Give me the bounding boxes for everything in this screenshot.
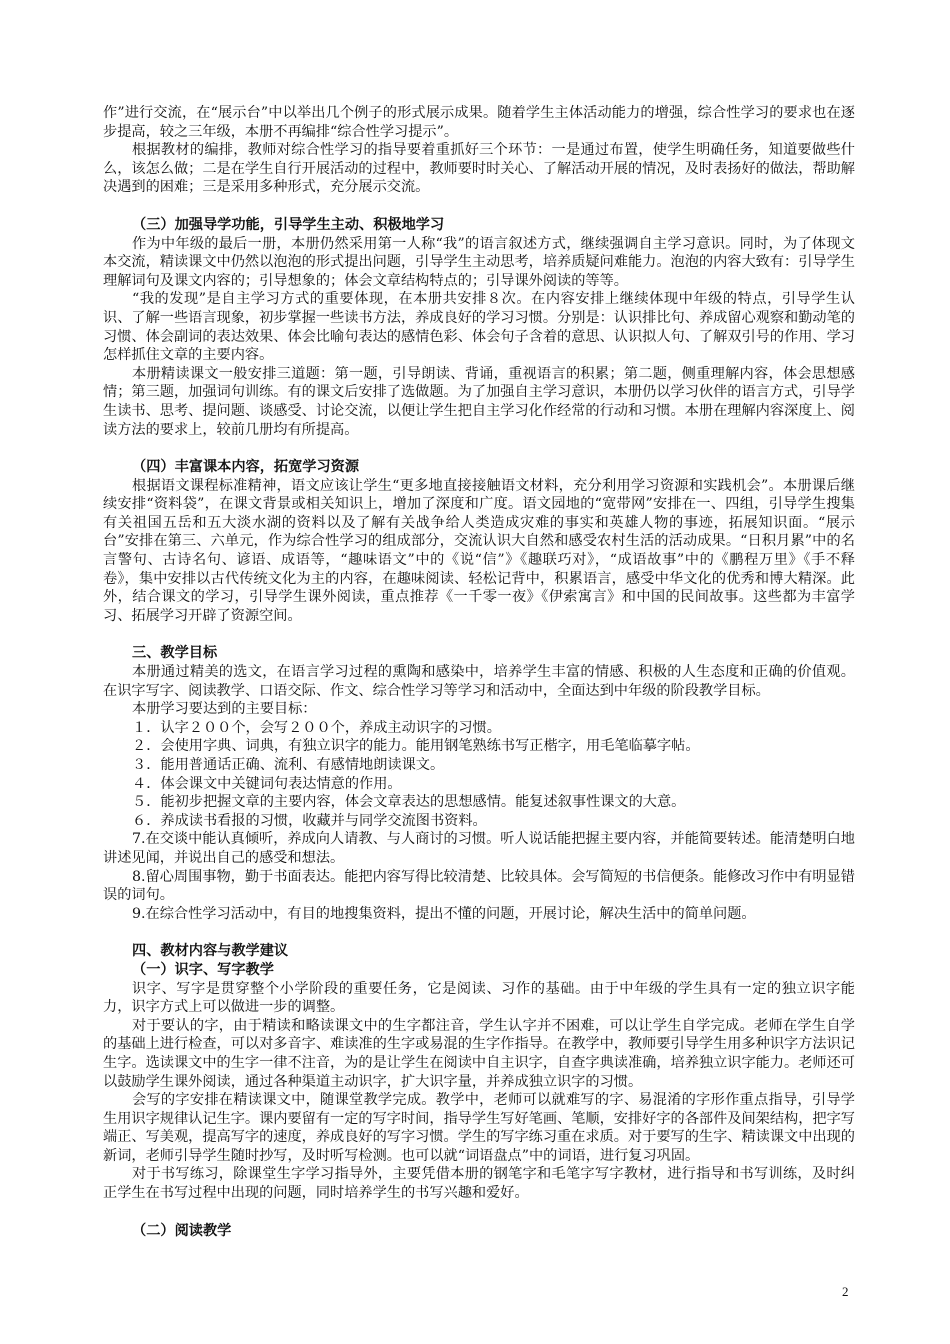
paragraph-continuation: 作”进行交流，在“展示台”中以举出几个例子的形式展示成果。随着学生主体活动能力的增强，综合性学习的要求也在逐步提高，较之三年级，本册不再编排“综合性学习提示”。 <box>103 105 855 140</box>
subsection-heading: （二）阅读教学 <box>132 1222 232 1239</box>
goal-item: ３．能用普通话正确、流利、有感情地朗读课文。 <box>132 757 445 773</box>
paragraph: 识字、写字是贯穿整个小学阶段的重要任务，它是阅读、习作的基础。由于中年级的学生具有一定的独立识字能力，识字方式上可以做进一步的调整。 <box>103 980 855 1016</box>
goal-item: 8.留心周围事物，勤于书面表达。能把内容写得比较清楚、比较具体。会写简短的书信便条。能修改习作中有明显错误的词句。 <box>103 868 855 904</box>
section-heading: 四、教材内容与教学建议 <box>132 943 289 960</box>
section-heading: （四）丰富课本内容，拓宽学习资源 <box>132 459 360 476</box>
section-heading: 三、教学目标 <box>132 645 218 662</box>
goal-item: ６．养成读书看报的习惯，收藏并与同学交流图书资料。 <box>132 812 487 829</box>
paragraph: 本册学习要达到的主要目标： <box>132 701 317 718</box>
paragraph: 对于要认的字，由于精读和略读课文中的生字都注音，学生认字并不困难，可以让学生自学完成。老师在学生自学的基础上进行检查，可以对多音字、难读准的生字或易混的生字作指导。在教学中，教师要引导学生用多种识字方法识记生字。选读课文中的生字一律不注音，为的是让学生在阅读中自主识字，自查字典读准确，培养独立识字能力。老师还可以鼓励学生课外阅读，通过各种渠道主动识字，扩大识字量，并养成独立识字的习惯。 <box>103 1017 855 1090</box>
goal-item: 7.在交谈中能认真倾听，养成向人请教、与人商讨的习惯。听人说话能把握主要内容，并能简要转述。能清楚明白地讲述见闻，并说出自己的感受和想法。 <box>103 831 855 866</box>
goal-item: １．认字２００个，会写２００个，养成主动识字的习惯。 <box>132 719 501 736</box>
subsection-heading: （一）识字、写字教学 <box>132 961 274 978</box>
goal-item: ２．会使用字典、词典，有独立识字的能力。能用钢笔熟练书写正楷字，用毛笔临摹字帖。 <box>132 738 700 755</box>
goal-item: ４．体会课文中关键词句表达情意的作用。 <box>132 775 402 792</box>
paragraph: 对于书写练习，除课堂生字学习指导外，主要凭借本册的钢笔字和毛笔字写字教材，进行指导和书写训练，及时纠正学生在书写过程中出现的问题，同时培养学生的书写兴趣和爱好。 <box>103 1166 855 1202</box>
section-heading: （三）加强导学功能，引导学生主动、积极地学习 <box>132 216 445 233</box>
paragraph: 作为中年级的最后一册，本册仍然采用第一人称“我”的语言叙述方式，继续强调自主学习意识。同时，为了体现文本交流，精读课文中仍然以泡泡的形式提出问题，引导学生主动思考，培养质疑问难能力。泡泡的内容大致有：引导学生理解词句及课文内容的；引导想象的；体会文章结构特点的；引导课外阅读的等等。 <box>103 235 855 289</box>
goal-item: 9.在综合性学习活动中，有目的地搜集资料，提出不懂的问题，开展讨论，解决生活中的简单问题。 <box>132 905 756 922</box>
document-page <box>103 104 855 1240</box>
paragraph: 会写的字安排在精读课文中，随课堂教学完成。教学中，老师可以就难写的字、易混淆的字形作重点指导，引导学生用识字规律认记生字。课内要留有一定的写字时间，指导学生写好笔画、笔顺，安排好字的各部件及间架结构，把字写端正、写美观，提高写字的速度，养成良好的写字习惯。学生的写字练习重在求质。对于要写的生字、精读课文中出现的新词，老师引导学生随时抄写，及时听写检测。也可以就“词语盘点”中的词语，进行复习巩固。 <box>103 1092 855 1164</box>
paragraph: 根据教材的编排，教师对综合性学习的指导要着重抓好三个环节：一是通过布置，使学生明确任务，知道要做些什么，该怎么做；二是在学生自行开展活动的过程中，教师要时时关心、了解活动开展的情况，及时表扬好的做法，帮助解决遇到的困难；三是采用多种形式，充分展示交流。 <box>103 142 855 196</box>
paragraph: 根据语文课程标准精神，语文应该让学生“更多地直接接触语文材料，充分利用学习资源和实践机会”。本册课后继续安排“资料袋”，在课文背景或相关知识上，增加了深度和广度。语文园地的“宽带网”安排在一、四组，引导学生搜集有关祖国五岳和五大淡水湖的资料以及了解有关战争给人类造成灾难的事实和英雄人物的事迹，拓展知识面。“展示台”安排在第三、六单元，作为综合性学习的组成部分，交流认识大自然和感受农村生活的活动成果。“日积月累”中的名言警句、古诗名句、谚语、成语等，“趣味语文”中的《说“信”》《趣联巧对》，“成语故事”中的《鹏程万里》《手不释卷》，集中安排以古代传统文化为主的内容，在趣味阅读、轻松记背中，积累语言，感受中华文化的优秀和博大精深。此外，结合课文的学习，引导学生课外阅读，重点推荐《一千零一夜》《伊索寓言》和中国的民间故事。这些都为丰富学习、拓展学习开辟了资源空间。 <box>103 477 855 624</box>
paragraph: “我的发现”是自主学习方式的重要体现，在本册共安排８次。在内容安排上继续体现中年级的特点，引导学生认识、了解一些语言现象，初步掌握一些读书方法，养成良好的学习习惯。分别是：认识排比句、养成留心观察和勤动笔的习惯、体会副词的表达效果、体会比喻句表达的感情色彩、体会句子含着的意思、认识拟人句、了解双引号的作用、学习怎样抓住文章的主要内容。 <box>103 291 855 364</box>
goal-item: ５．能初步把握文章的主要内容，体会文章表达的思想感情。能复述叙事性课文的大意。 <box>132 794 686 811</box>
paragraph: 本册通过精美的选文，在语言学习过程的熏陶和感染中，培养学生丰富的情感、积极的人生态度和正确的价值观。在识字写字、阅读教学、口语交际、作文、综合性学习等学习和活动中，全面达到中年级的阶段教学目标。 <box>103 664 855 699</box>
paragraph: 本册精读课文一般安排三道题：第一题，引导朗读、背诵，重视语言的积累；第二题，侧重理解内容，体会思想感情；第三题，加强词句训练。有的课文后安排了选做题。为了加强自主学习意识，本册仍以学习伙伴的语言方式，引导学生读书、思考、提问题、谈感受、讨论交流，以便让学生把自主学习化作经常的行动和习惯。本册在理解内容深度上、阅读方法的要求上，较前几册均有所提高。 <box>103 365 855 438</box>
page-number: 2 <box>842 1284 849 1299</box>
